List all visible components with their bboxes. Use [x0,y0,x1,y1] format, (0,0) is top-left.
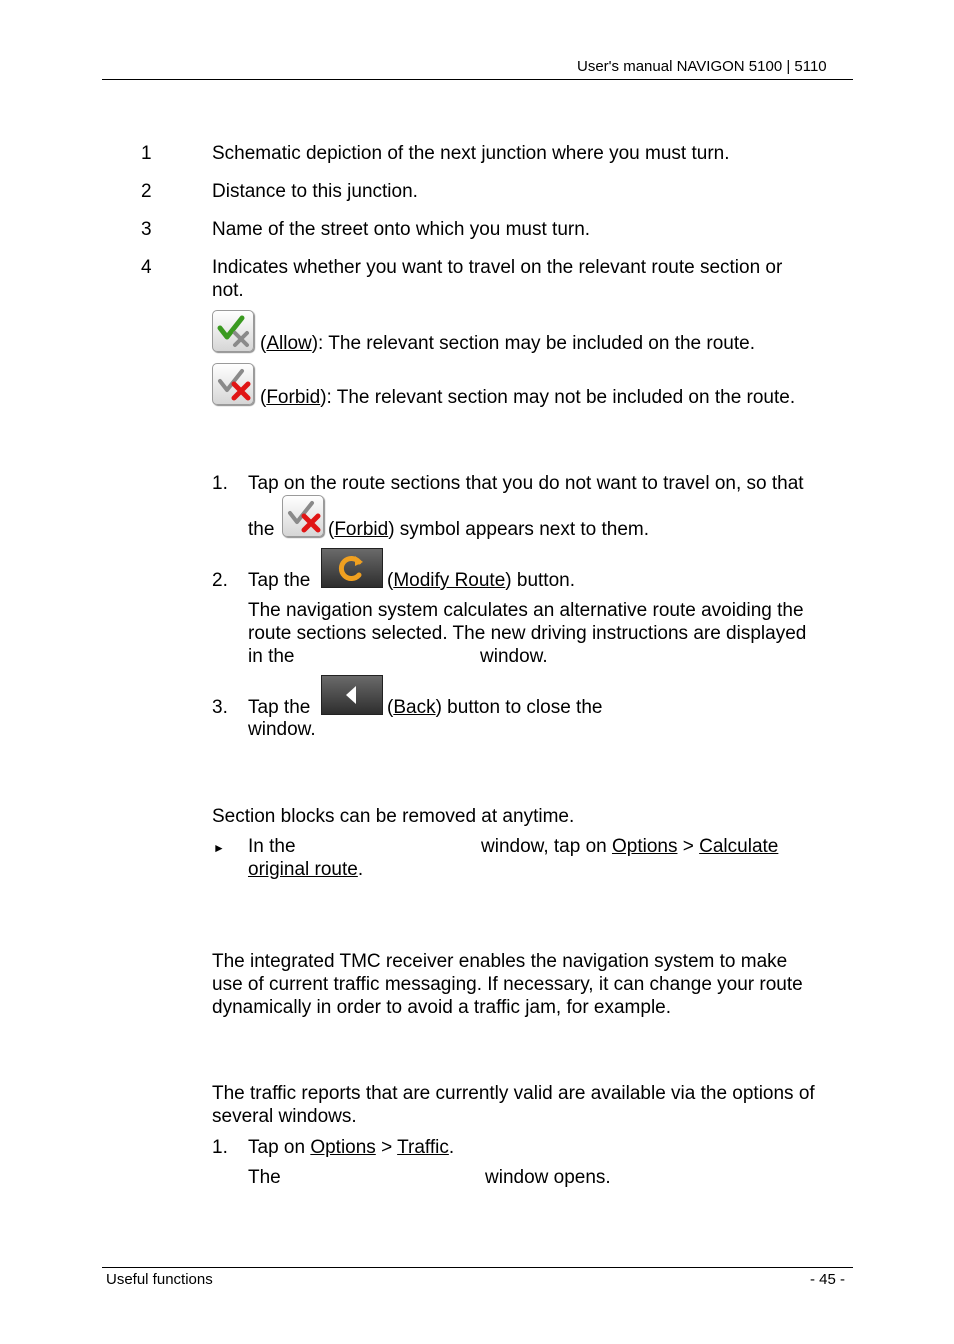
traffic-step-text: Tap on Options > Traffic. [248,1137,455,1158]
legend-text-4-line1: Indicates whether you want to travel on the relevant route section or [212,257,783,278]
calculate-original-route-link-part1[interactable]: Calculate [699,836,779,857]
step1-pre: the [248,519,275,540]
legend-number-3: 3 [141,219,152,240]
allow-description: (Allow): The relevant section may be included on the route. [260,333,755,354]
legend-text-1: Schematic depiction of the next junction where you must turn. [212,143,730,164]
traffic-options-link[interactable]: Options [310,1137,376,1158]
remove-line1-a: In the [248,836,296,857]
traffic-line2: several windows. [212,1106,357,1127]
forbid-symbol-icon [212,363,254,405]
remove-line1-b: window, tap on Options > Calculate [481,836,779,857]
calculate-original-route-link-part2[interactable]: original route [248,859,358,880]
allow-symbol-icon [212,310,254,352]
forbid-link[interactable]: Forbid [266,387,321,408]
tmc-line1: The integrated TMC receiver enables the navigation system to make [212,951,788,972]
step2-number: 2. [212,570,228,591]
step3-back-text: (Back) button to close the [387,697,603,718]
step2-modify-text: (Modify Route) button. [387,570,575,591]
header-rule [102,79,853,80]
header-title: User's manual NAVIGON 5100 | 5110 [577,58,827,75]
step1-forbid-text: (Forbid) symbol appears next to them. [328,519,650,540]
step1-line1: Tap on the route sections that you do not want to travel on, so that [248,473,804,494]
footer-page-number: - 45 - [810,1271,846,1288]
traffic-result-b: window opens. [485,1167,611,1188]
legend-text-3: Name of the street onto which you must turn. [212,219,591,240]
footer-chapter: Useful functions [106,1271,213,1288]
footer-rule [102,1267,853,1268]
step2-desc-line3-b: window. [480,646,548,667]
remove-line2: original route. [248,859,364,880]
modify-route-link[interactable]: Modify Route [393,570,506,591]
modify-route-button-icon [321,548,383,588]
step2-pre: Tap the [248,570,311,591]
traffic-line1: The traffic reports that are currently valid are available via the options of [212,1083,815,1104]
forbid-inline-icon [282,495,324,537]
remove-intro: Section blocks can be removed at anytime. [212,806,575,827]
legend-number-2: 2 [141,181,152,202]
step3-pre: Tap the [248,697,311,718]
step3-line2: window. [248,719,316,740]
options-link[interactable]: Options [611,836,678,857]
tmc-line2: use of current traffic messaging. If necessary, it can change your route [212,974,803,995]
legend-text-4-line2: not. [212,280,244,301]
step2-desc-line3-a: in the [248,646,295,667]
tmc-line3: dynamically in order to avoid a traffic jam, for example. [212,997,672,1018]
step2-desc-line2: route sections selected. The new driving instructions are displayed [248,623,807,644]
step1-number: 1. [212,473,228,494]
allow-link[interactable]: Allow [266,333,312,354]
traffic-result-a: The [248,1167,281,1188]
back-link[interactable]: Back [393,697,436,718]
forbid-description: (Forbid): The relevant section may not be included on the route. [260,387,796,408]
legend-text-2: Distance to this junction. [212,181,418,202]
step1-forbid-link[interactable]: Forbid [334,519,389,540]
legend-number-4: 4 [141,257,152,278]
bullet-arrow-icon: ► [213,841,225,855]
step2-desc-line1: The navigation system calculates an alternative route avoiding the [248,600,804,621]
traffic-step-number: 1. [212,1137,228,1158]
legend-number-1: 1 [141,143,152,164]
traffic-link[interactable]: Traffic [397,1137,449,1158]
back-button-icon [321,675,383,715]
step3-number: 3. [212,697,228,718]
